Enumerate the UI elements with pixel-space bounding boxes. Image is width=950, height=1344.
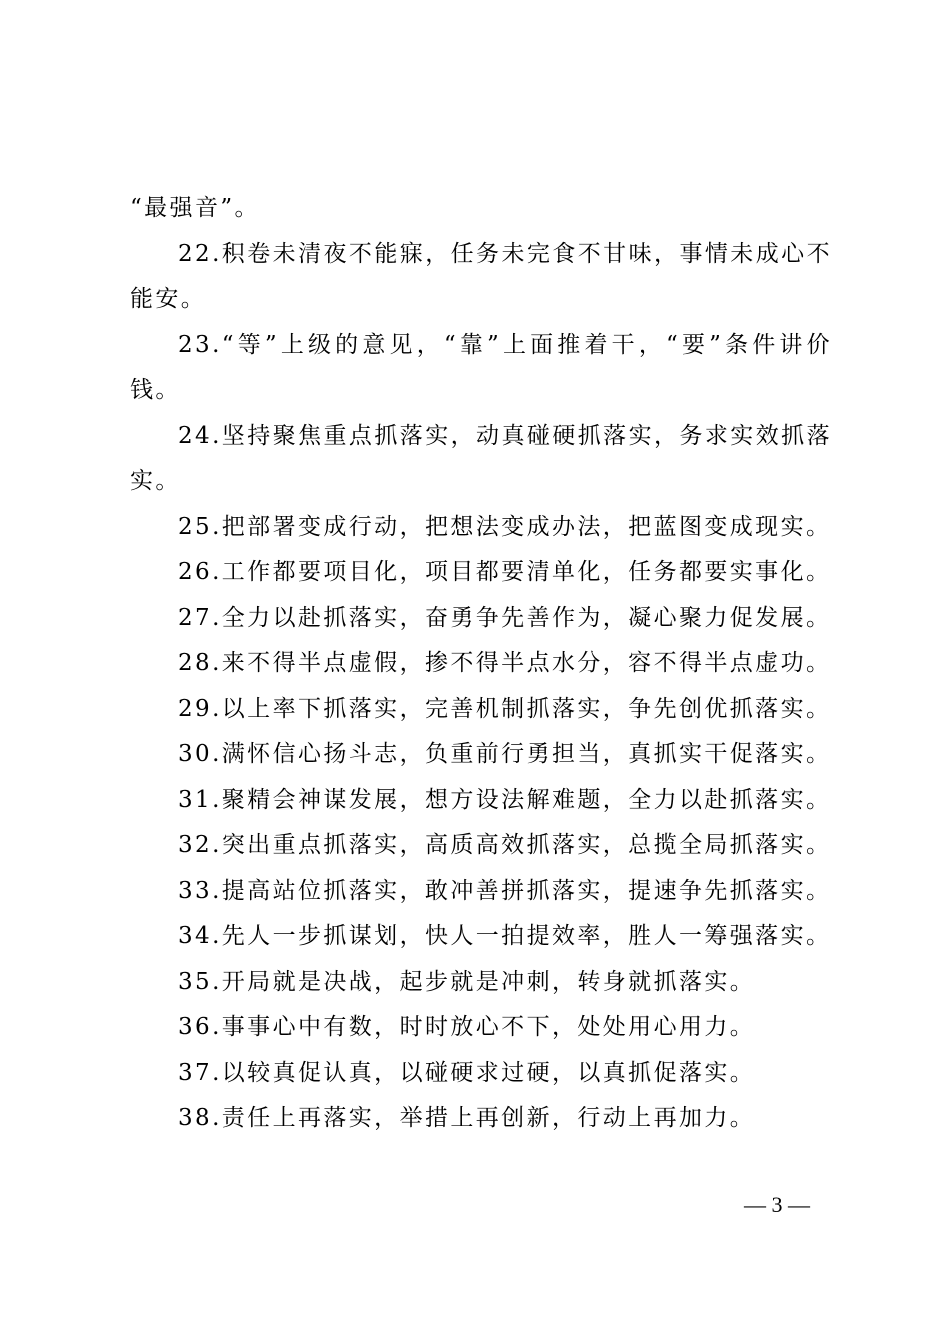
paragraph-item-34: 34.先人一步抓谋划，快人一拍提效率，胜人一筹强落实。 — [178, 923, 832, 949]
paragraph-item-22: 22.积卷未清夜不能寐，任务未完食不甘味，事情未成心不能安。 — [130, 240, 832, 312]
paragraph-item-37: 37.以较真促认真，以碰硬求过硬，以真抓促落实。 — [178, 1059, 756, 1086]
paragraph-item-38: 38.责任上再落实，举措上再创新，行动上再加力。 — [178, 1105, 756, 1131]
paragraph-item-24: 24.坚持聚焦重点抓落实，动真碰硬抓落实，务求实效抓落实。 — [130, 422, 832, 494]
paragraph-item-31: 31.聚精会神谋发展，想方设法解难题，全力以赴抓落实。 — [178, 786, 832, 813]
document-body — [130, 186, 832, 1142]
paragraph-item-32: 32.突出重点抓落实，高质高效抓落实，总揽全局抓落实。 — [178, 832, 832, 858]
paragraph-item-36: 36.事事心中有数，时时放心不下，处处用心用力。 — [178, 1014, 756, 1040]
paragraph-item-23: 23.“等”上级的意见，“靠”上面推着干，“要”条件讲价钱。 — [130, 331, 832, 403]
paragraph-item-33: 33.提高站位抓落实，敢冲善拼抓落实，提速争先抓落实。 — [178, 877, 832, 904]
page-number: — 3 — — [744, 1192, 810, 1217]
paragraph-item-27: 27.全力以赴抓落实，奋勇争先善作为，凝心聚力促发展。 — [178, 604, 832, 631]
paragraph-item-26: 26.工作都要项目化，项目都要清单化，任务都要实事化。 — [178, 559, 832, 585]
paragraph-item-35: 35.开局就是决战，起步就是冲刺，转身就抓落实。 — [178, 968, 756, 995]
paragraph-item-28: 28.来不得半点虚假，掺不得半点水分，容不得半点虚功。 — [178, 650, 832, 676]
paragraph-item-30: 30.满怀信心扬斗志，负重前行勇担当，真抓实干促落实。 — [178, 741, 832, 767]
paragraph-item-29: 29.以上率下抓落实，完善机制抓落实，争先创优抓落实。 — [178, 695, 832, 722]
paragraph-continuation: “最强音”。 — [130, 195, 260, 221]
paragraph-item-25: 25.把部署变成行动，把想法变成办法，把蓝图变成现实。 — [178, 513, 832, 540]
